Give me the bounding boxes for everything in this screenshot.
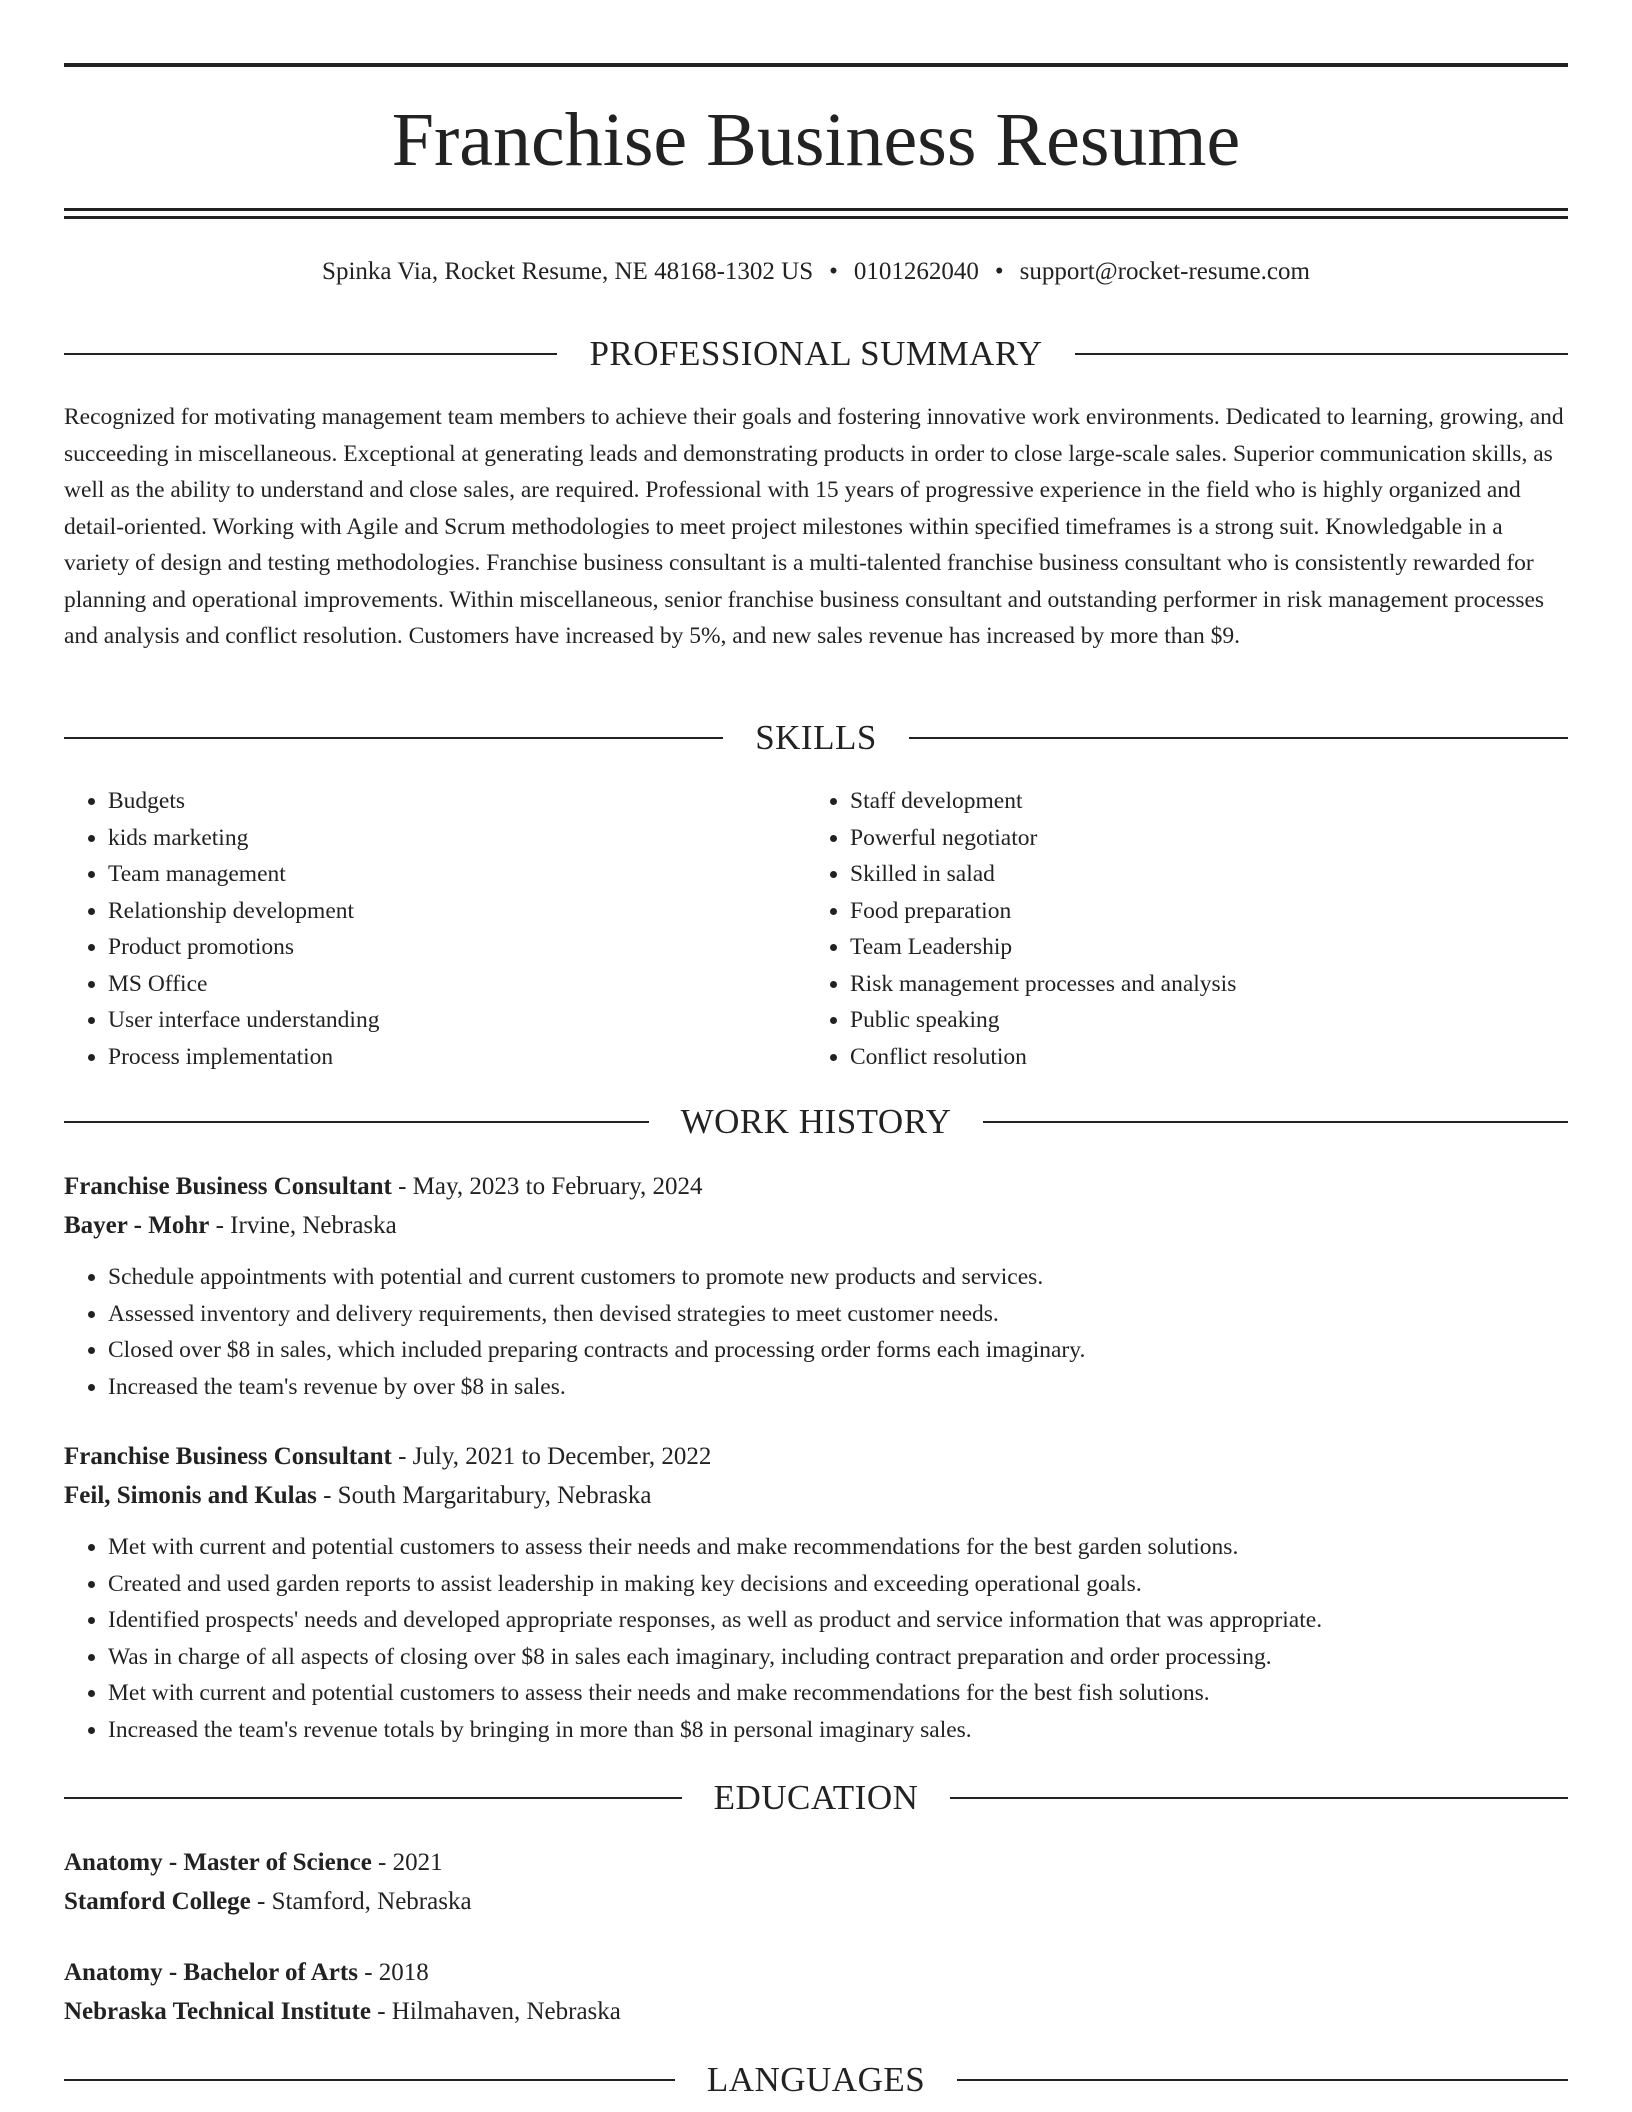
work-entry [64,1437,1568,1748]
skill-item: • Skilled in salad [850,856,1548,893]
skill-item: • Budgets [108,783,806,820]
job-location: - South Margaritabury, Nebraska [316,1482,652,1509]
job-title-line [64,1437,1568,1476]
skill-item: • kids marketing [108,820,806,857]
education-entry [64,1843,1568,1921]
skills-column-left [64,783,806,1075]
contact-separator: • [994,258,1004,285]
contact-address: Spinka Via, Rocket Resume, NE 48168-1302 US [322,258,814,285]
edu-location: - Hilmahaven, Nebraska [370,1998,621,2025]
edu-degree: Anatomy - Master of Science [64,1849,372,1876]
edu-school: Nebraska Technical Institute [64,1998,371,2025]
skill-item: • Public speaking [850,1002,1548,1039]
section-title: LANGUAGES [706,2060,926,2099]
skill-item: • Team Leadership [850,929,1548,966]
edu-school-line [64,1992,1568,2031]
contact-line [64,255,1568,289]
list-item: • Met with current and potential customers to assess their needs and make recommendations for the best fish solutions. [108,1675,1568,1712]
section-title: EDUCATION [713,1778,919,1817]
job-dates: - July, 2021 to December, 2022 [391,1443,712,1470]
page-title: Franchise Business Resume [391,98,1241,182]
section-heading-summary [64,332,1568,376]
job-dates: - May, 2023 to February, 2024 [391,1173,703,1200]
edu-school: Stamford College [64,1888,251,1915]
skills-column-right [806,783,1548,1075]
header-top-rule [64,63,1568,67]
edu-year: - 2018 [357,1959,429,1986]
header-bottom-rule [64,208,1568,211]
list-item: • Increased the team's revenue by over $8 in sales. [108,1369,1568,1406]
heading-rule [64,737,723,739]
edu-degree-line [64,1843,1568,1882]
edu-location: - Stamford, Nebraska [250,1888,472,1915]
heading-rule [64,2079,675,2081]
edu-school-line [64,1882,1568,1921]
skill-item: • Powerful negotiator [850,820,1548,857]
list-item: • Met with current and potential customers to assess their needs and make recommendations for the best garden solutions. [108,1529,1568,1566]
heading-rule [64,353,557,355]
header-bottom-rule-2 [64,216,1568,219]
list-item: • Created and used garden reports to assist leadership in making key decisions and exceeding operational goals. [108,1566,1568,1603]
skill-item: • Relationship development [108,893,806,930]
contact-separator: • [829,258,838,285]
list-item: • Assessed inventory and delivery requirements, then devised strategies to meet customer needs. [108,1296,1568,1333]
skills-list [64,783,1568,1075]
job-company-line [64,1476,1568,1515]
job-bullets [64,1259,1568,1405]
section-heading-education [64,1776,1568,1820]
skill-item: • Process implementation [108,1039,806,1076]
heading-rule [983,1121,1568,1123]
edu-degree-line [64,1953,1568,1992]
skill-item: • Risk management processes and analysis [850,966,1548,1003]
skill-item: • Conflict resolution [850,1039,1548,1076]
job-location: - Irvine, Nebraska [209,1212,397,1239]
job-company: Bayer - Mohr [64,1212,210,1239]
contact-phone: 0101262040 [853,258,979,285]
heading-rule [957,2079,1568,2081]
list-item: • Increased the team's revenue totals by bringing in more than $8 in personal imaginary sales. [108,1712,1568,1749]
job-bullets [64,1529,1568,1748]
section-title: WORK HISTORY [680,1102,952,1141]
contact-email: support@rocket-resume.com [1019,258,1310,285]
section-heading-skills [64,716,1568,760]
edu-degree: Anatomy - Bachelor of Arts [64,1959,358,1986]
summary-text: Recognized for motivating management team members to achieve their goals and fostering innovative work environments. Dedicated to learning, growing, and succeeding in miscellaneous. Exceptional at generating leads and demonstrating products in order to close large-scale sales. Superior communication skills, as well as the ability to understand and close sales, are required. Professional with 15 years of progressive experience in the field who is highly organized and detail-oriented. Working with Agile and Scrum methodologies to meet project milestones within specified timeframes is a strong suit. Knowledgable in a variety of design and testing methodologies. Franchise business consultant is a multi-talented franchise business consultant who is consistently rewarded for planning and operational improvements. Within miscellaneous, senior franchise business consultant and outstanding performer in risk management processes and analysis and conflict resolution. Customers have increased by 5%, and new sales revenue has increased by more than $9. [64,404,1564,649]
job-title: Franchise Business Consultant [64,1173,392,1200]
job-title: Franchise Business Consultant [64,1443,392,1470]
list-item: • Closed over $8 in sales, which included preparing contracts and processing order forms each imaginary. [108,1332,1568,1369]
section-title: PROFESSIONAL SUMMARY [589,334,1043,373]
skill-item: • Food preparation [850,893,1548,930]
heading-rule [909,737,1568,739]
job-company: Feil, Simonis and Kulas [64,1482,317,1509]
list-item: • Identified prospects' needs and developed appropriate responses, as well as product and service information that was appropriate. [108,1602,1568,1639]
education-entry [64,1953,1568,2031]
section-title: SKILLS [755,718,877,757]
skill-item: • Product promotions [108,929,806,966]
skill-item: • Team management [108,856,806,893]
heading-rule [950,1797,1568,1799]
skill-item: • Staff development [850,783,1548,820]
section-heading-languages [64,2058,1568,2102]
heading-rule [1075,353,1568,355]
list-item: • Schedule appointments with potential and current customers to promote new products and services. [108,1259,1568,1296]
heading-rule [64,1121,649,1123]
edu-year: - 2021 [371,1849,443,1876]
skill-item: • MS Office [108,966,806,1003]
heading-rule [64,1797,682,1799]
section-heading-work [64,1100,1568,1144]
skill-item: • User interface understanding [108,1002,806,1039]
list-item: • Was in charge of all aspects of closing over $8 in sales each imaginary, including contract preparation and order processing. [108,1639,1568,1676]
job-title-line [64,1167,1568,1206]
job-company-line [64,1206,1568,1245]
work-entry [64,1167,1568,1405]
